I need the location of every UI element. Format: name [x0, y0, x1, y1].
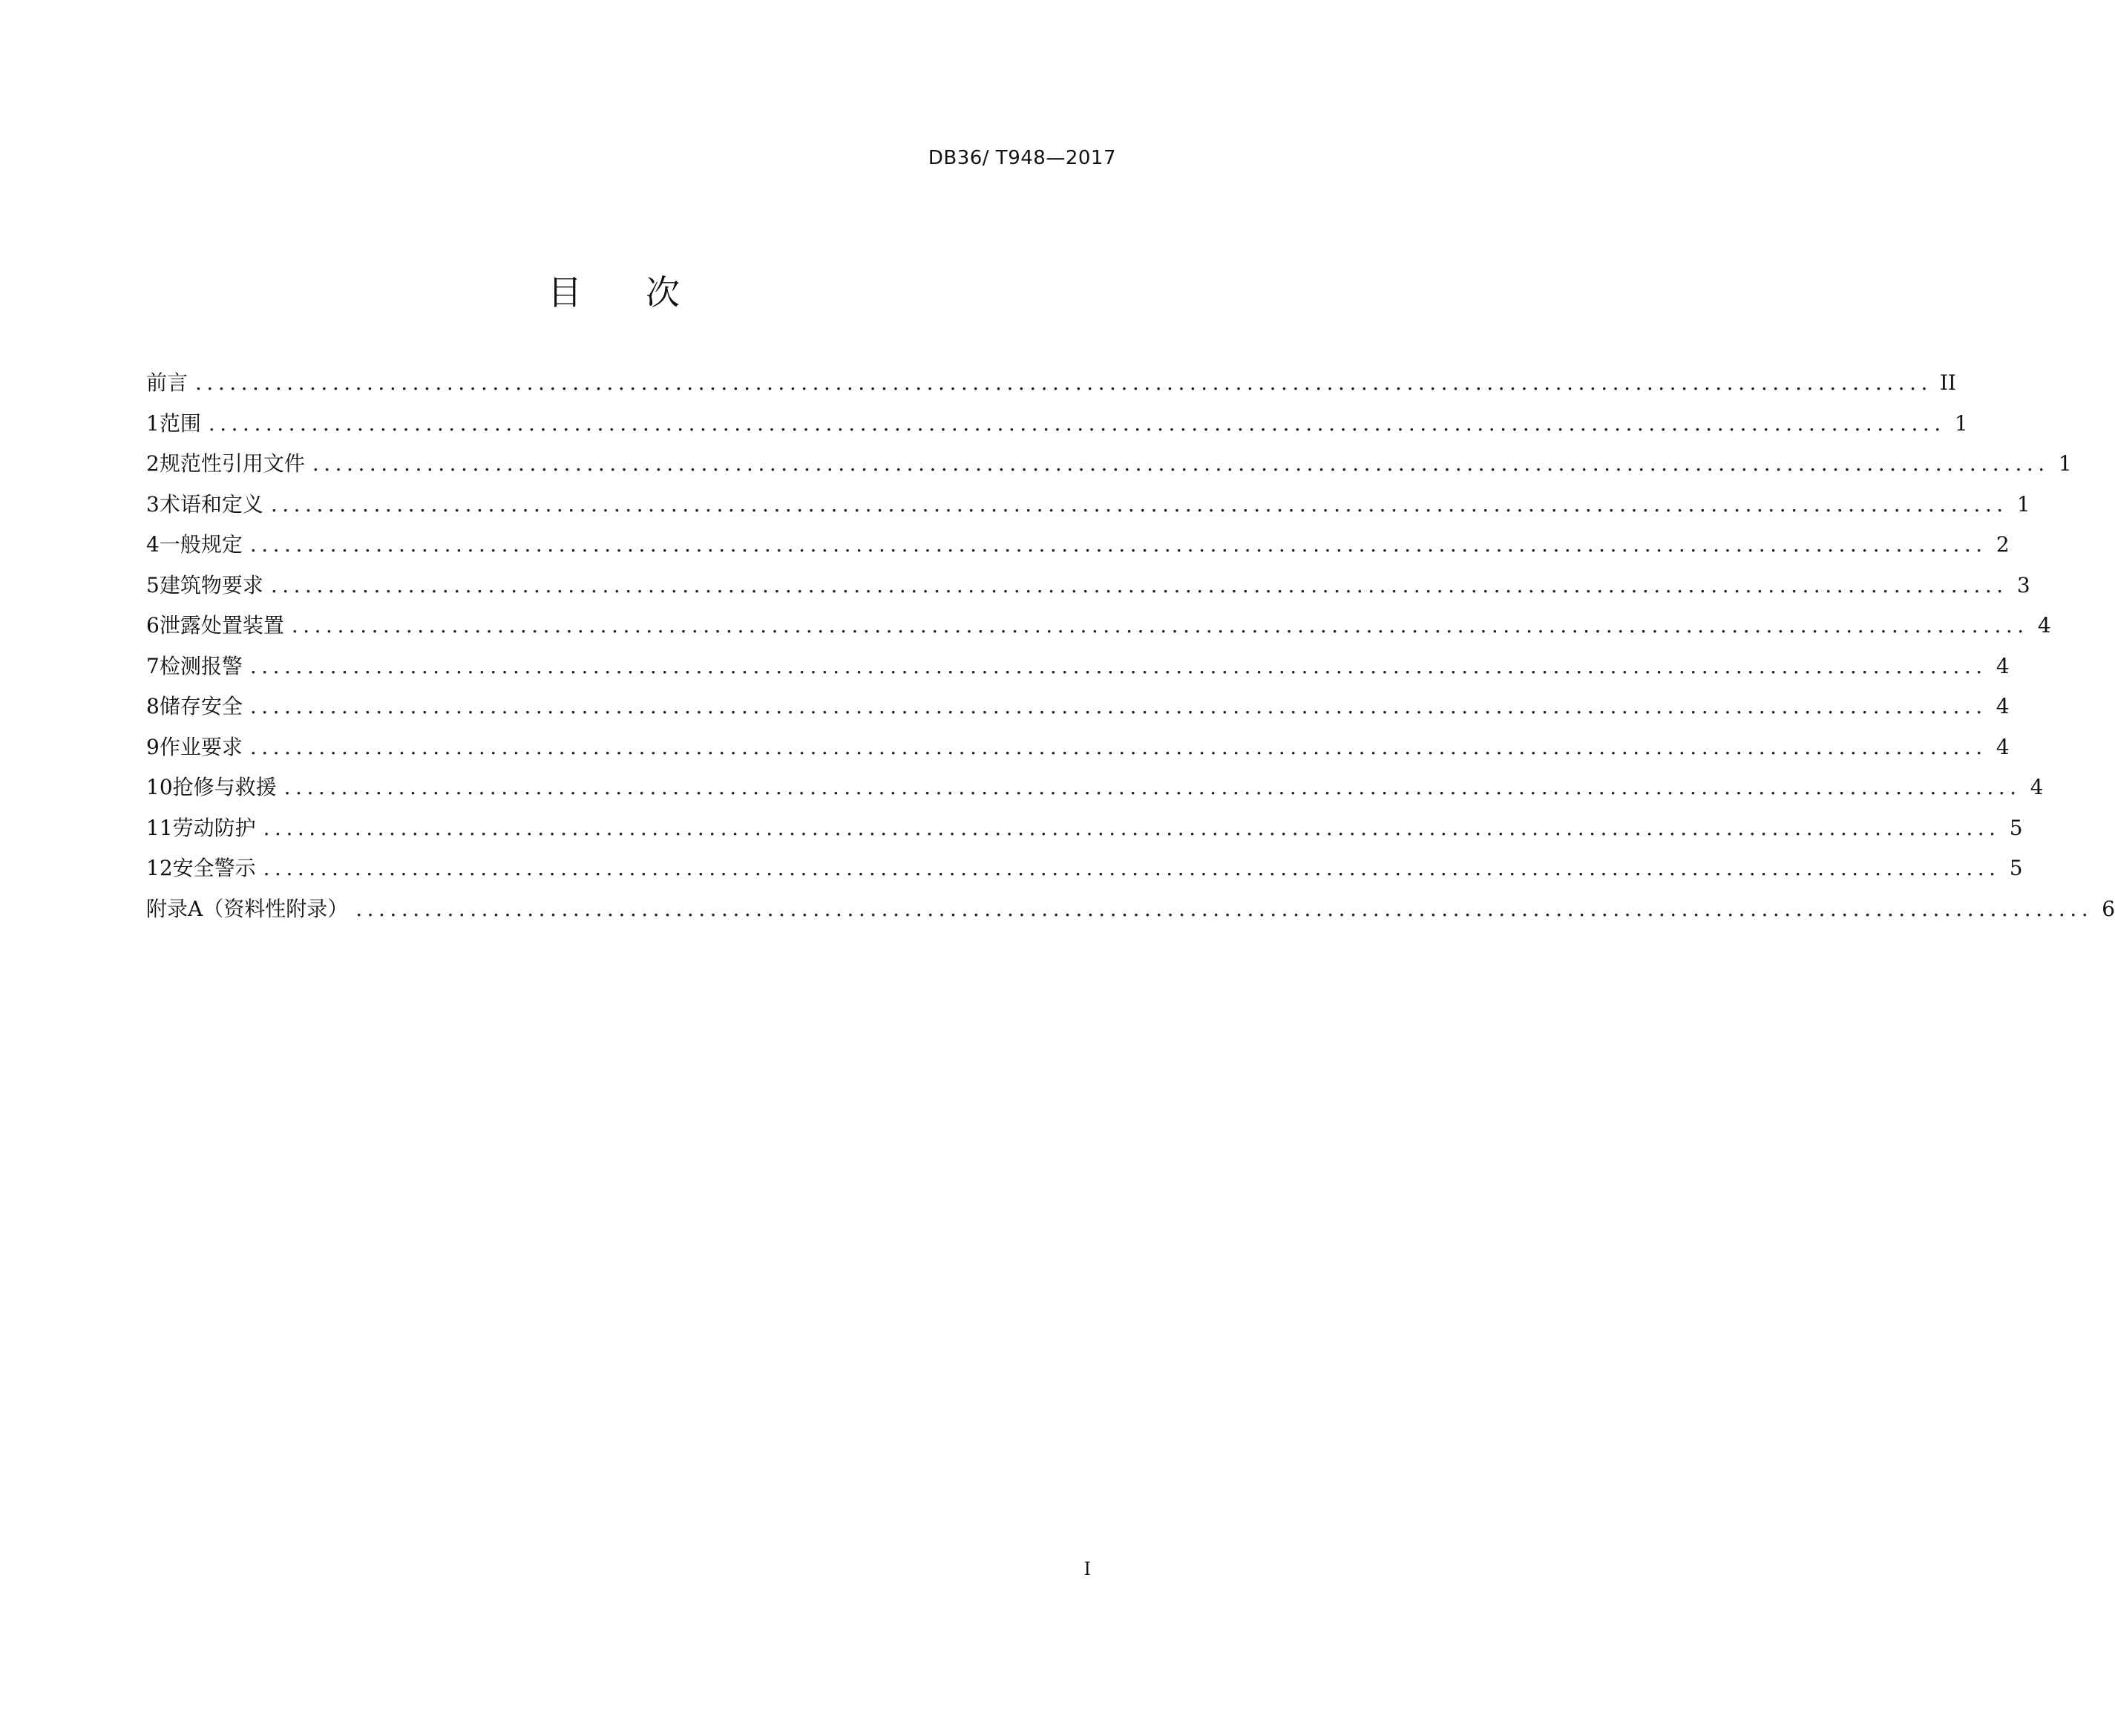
toc-entry-1[interactable] [146, 407, 1968, 448]
toc-leader-dots: ........................................................................................................................................................ [291, 613, 2029, 638]
toc-entry-2[interactable] [146, 448, 2072, 488]
toc-entry-number: 3 [146, 491, 160, 517]
toc-leader-dots: ........................................................................................................................................................ [263, 815, 2001, 840]
toc-entry-page: 5 [2009, 815, 2023, 840]
toc-entry-11[interactable] [146, 812, 2023, 853]
toc-entry-9[interactable] [146, 731, 2010, 772]
table-of-contents [146, 367, 2115, 933]
toc-entry-page: 4 [1996, 653, 2010, 678]
toc-leader-dots: ........................................................................................................................................................ [355, 896, 2093, 921]
toc-leader-dots: ........................................................................................................................................................ [283, 775, 2021, 799]
toc-entry-7[interactable] [146, 650, 2010, 691]
toc-entry-label: 规范性引用文件 [159, 451, 305, 476]
toc-entry-label: 作业要求 [159, 734, 243, 759]
toc-leader-dots: ........................................................................................................................................................ [249, 734, 1987, 759]
toc-entry-label: 一般规定 [159, 532, 243, 557]
toc-entry-10[interactable] [146, 771, 2044, 812]
toc-leader-dots: ........................................................................................................................................................ [312, 451, 2050, 476]
toc-entry-page: 1 [2016, 491, 2030, 517]
toc-leader-dots: ........................................................................................................................................................ [249, 532, 1987, 557]
toc-entry-page: 1 [1954, 410, 1968, 436]
toc-entry-number: 2 [146, 451, 160, 476]
toc-entry-page: 6 [2102, 896, 2115, 921]
toc-entry-label: 储存安全 [159, 694, 243, 718]
toc-entry-label: 前言 [146, 370, 188, 395]
toc-leader-dots: ........................................................................................................................................................ [249, 694, 1987, 718]
toc-heading-char-2: 次 [646, 272, 680, 312]
toc-leader-dots: ........................................................................................................................................................ [249, 653, 1987, 678]
toc-entry-label: 安全警示 [172, 856, 256, 880]
page-number: I [1083, 1559, 1091, 1579]
toc-entry-page: 4 [2030, 775, 2044, 799]
toc-entry-label: 术语和定义 [159, 491, 263, 517]
toc-entry-appendix-a[interactable] [146, 893, 2115, 934]
toc-entry-number: 9 [146, 734, 160, 759]
toc-entry-number: 11 [146, 815, 173, 840]
toc-leader-dots: ........................................................................................................................................................ [195, 370, 1932, 395]
toc-entry-number: 8 [146, 694, 160, 718]
toc-entry-8[interactable] [146, 690, 2010, 731]
toc-entry-label: 附录A（资料性附录） [146, 896, 349, 921]
toc-leader-dots: ........................................................................................................................................................ [263, 856, 2001, 880]
toc-entry-page: 5 [2009, 856, 2023, 880]
toc-entry-5[interactable] [146, 569, 2030, 610]
toc-entry-label: 建筑物要求 [159, 572, 263, 597]
toc-entry-page: 1 [2058, 451, 2072, 476]
toc-entry-number: 5 [146, 572, 160, 597]
toc-heading [0, 266, 1227, 315]
toc-leader-dots: ........................................................................................................................................................ [270, 572, 2008, 597]
toc-entry-6[interactable] [146, 609, 2051, 650]
toc-entry-number: 12 [146, 856, 173, 880]
toc-entry-number: 1 [146, 410, 160, 436]
toc-leader-dots: ........................................................................................................................................................ [208, 410, 1946, 436]
toc-entry-foreword[interactable] [146, 367, 1956, 407]
toc-entry-label: 范围 [159, 410, 201, 436]
toc-entry-number: 7 [146, 653, 160, 678]
toc-entry-number: 6 [146, 613, 160, 638]
toc-entry-4[interactable] [146, 528, 2010, 569]
toc-heading-char-1: 目 [548, 272, 582, 312]
toc-entry-page: 2 [1996, 532, 2010, 557]
toc-entry-3[interactable] [146, 488, 2030, 529]
toc-entry-page: 4 [1996, 734, 2010, 759]
toc-entry-page: 3 [2016, 572, 2030, 597]
toc-leader-dots: ........................................................................................................................................................ [270, 491, 2008, 517]
toc-entry-label: 检测报警 [159, 653, 243, 678]
toc-entry-page: II [1939, 370, 1956, 395]
toc-entry-number: 10 [146, 775, 173, 799]
toc-entry-page: 4 [1996, 694, 2010, 718]
toc-entry-label: 泄露处置装置 [159, 613, 284, 638]
toc-entry-number: 4 [146, 532, 160, 557]
document-code: DB36/ T948—2017 [928, 147, 1116, 169]
toc-entry-page: 4 [2037, 613, 2051, 638]
toc-entry-label: 劳动防护 [172, 815, 256, 840]
toc-entry-12[interactable] [146, 852, 2023, 893]
toc-entry-label: 抢修与救援 [172, 775, 277, 799]
